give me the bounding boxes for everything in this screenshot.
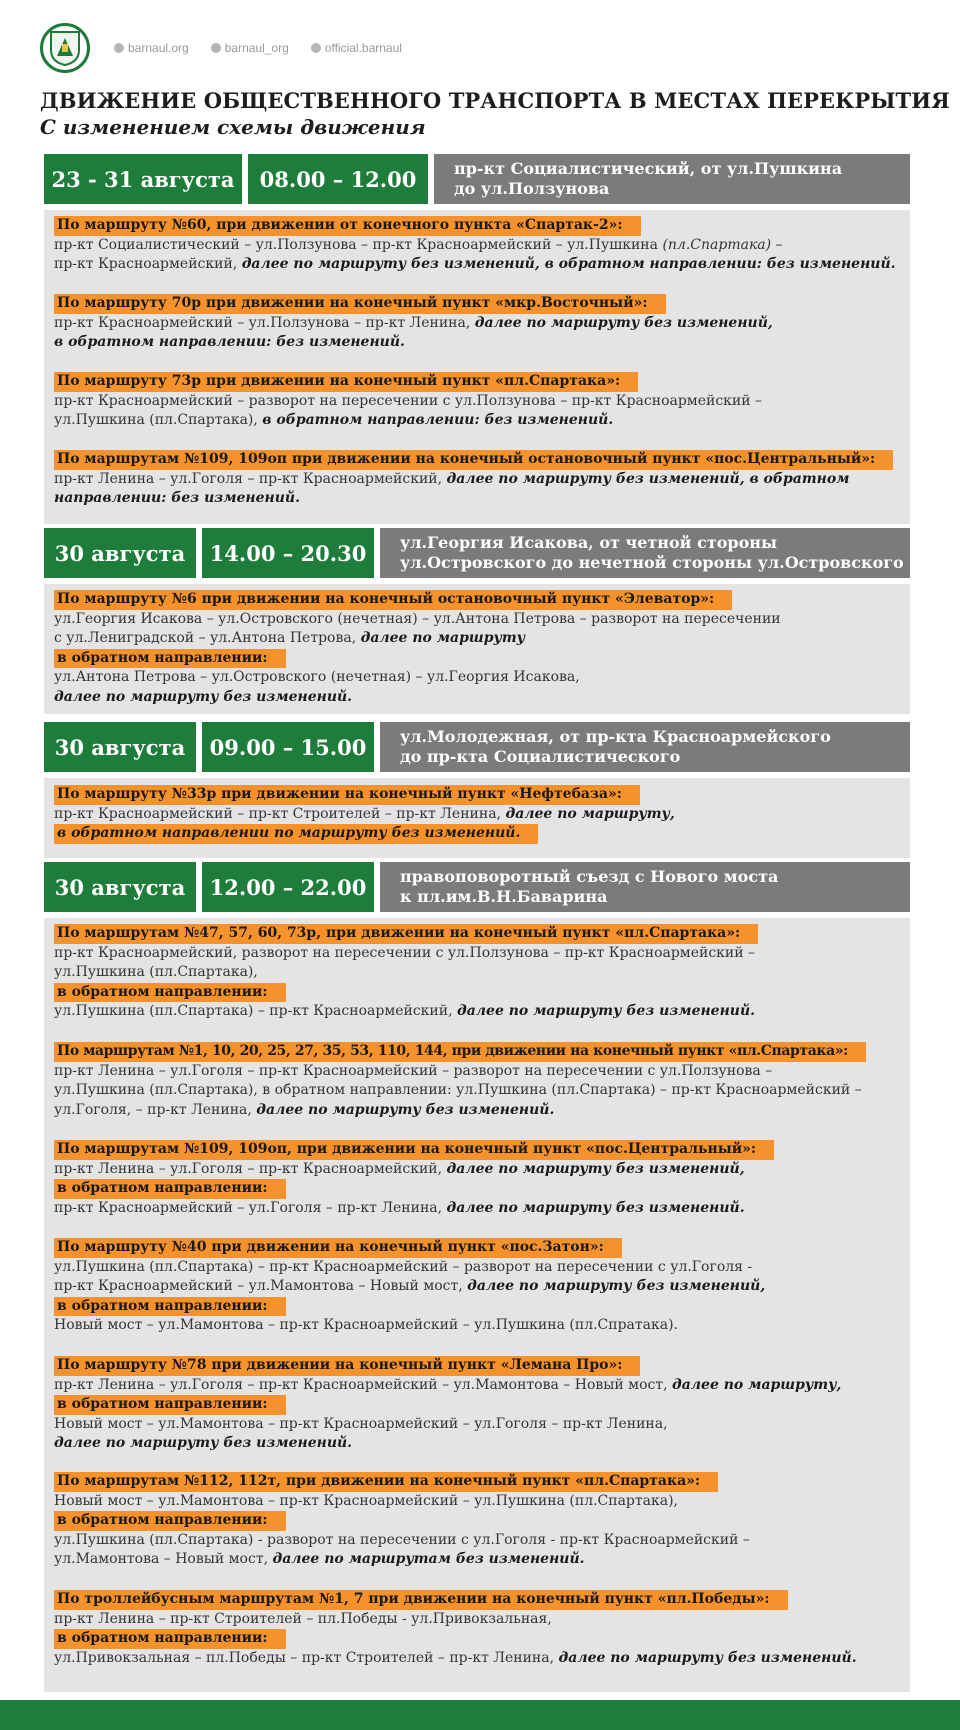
- section-header: [44, 154, 910, 204]
- section-header: [44, 862, 910, 912]
- page-subtitle: С изменением схемы движения: [40, 115, 426, 139]
- route-block: [54, 1238, 904, 1336]
- route-heading: По троллейбусным маршрутам №1, 7 при движении на конечный пункт «пл.Победы»:: [54, 1590, 788, 1610]
- route-note: направлении: без изменений.: [54, 490, 300, 506]
- route-heading: По маршрутам №47, 57, 60, 73р, при движении на конечный пункт «пл.Спартака»:: [54, 924, 758, 944]
- social-links: [114, 41, 402, 55]
- route-note: далее по маршруту без изменений.: [54, 688, 353, 705]
- route-text: пр-кт Красноармейский,: [54, 256, 242, 272]
- route-note: далее по маршруту без изменений.: [456, 1003, 756, 1019]
- direction-label: в обратном направлении:: [54, 1395, 286, 1415]
- route-note: далее по маршруту без изменений.: [54, 1435, 353, 1451]
- route-text: пр-кт Красноармейский – ул.Ползунова – пр-кт Ленина,: [54, 314, 475, 331]
- route-text: пр-кт Красноармейский – пр-кт Строителей – пр-кт Ленина,: [54, 805, 506, 822]
- location-line: правоповоротный съезд с Нового моста: [400, 867, 779, 886]
- route-text: ул.Гоголя, – пр-кт Ленина,: [54, 1101, 257, 1118]
- route-text: пр-кт Красноармейский – ул.Мамонтова – Новый мост,: [54, 1278, 468, 1294]
- route-heading: По маршруту 73р при движении на конечный пункт «пл.Спартака»:: [54, 372, 638, 392]
- route-text: ул.Пушкина (пл.Спартака), в обратном направлении: ул.Пушкина (пл.Спартака) – пр-кт Красноармейский –: [54, 1082, 862, 1098]
- page-title: ДВИЖЕНИЕ ОБЩЕСТВЕННОГО ТРАНСПОРТА В МЕСТАХ ПЕРЕКРЫТИЯ: [40, 88, 950, 113]
- route-heading: По маршрутам №109, 109оп при движении на конечный остановочный пункт «пос.Центральный»:: [54, 450, 893, 470]
- route-text: ул.Привокзальная – пл.Победы – пр-кт Строителей – пр-кт Ленина,: [54, 1649, 559, 1666]
- route-note: далее по маршруту без изменений, в обратном направлении: без изменений.: [241, 256, 896, 272]
- route-note: далее по маршруту: [360, 630, 526, 646]
- social-link-site[interactable]: [114, 41, 189, 55]
- route-note: далее по маршруту,: [672, 1376, 842, 1393]
- route-block: [54, 216, 904, 275]
- route-block: [54, 924, 904, 1022]
- route-heading: По маршруту №40 при движении на конечный пункт «пос.Затон»:: [54, 1238, 622, 1258]
- route-text: пр-кт Ленина – ул.Гоголя – пр-кт Красноармейский – разворот на пересечении с ул.Ползунова –: [54, 1062, 773, 1079]
- route-note: в обратном направлении: без изменений.: [54, 334, 405, 350]
- route-heading: По маршруту №60, при движении от конечного пункта «Спартак-2»:: [54, 216, 641, 236]
- route-note: в обратном направлении: без изменений.: [262, 412, 614, 428]
- route-note: далее по маршрутам без изменений.: [272, 1551, 585, 1567]
- direction-label: в обратном направлении по маршруту без изменений.: [54, 824, 538, 844]
- date-badge: 30 августа: [44, 528, 196, 578]
- direction-label: в обратном направлении:: [54, 1629, 286, 1649]
- time-badge: 14.00 – 20.30: [202, 528, 374, 578]
- location-badge: [434, 154, 910, 204]
- route-note: далее по маршруту без изменений.: [558, 1649, 857, 1666]
- date-badge: 30 августа: [44, 722, 196, 772]
- route-block: [54, 1590, 904, 1668]
- route-block: [54, 450, 904, 509]
- header-bar: [40, 20, 402, 76]
- route-text: ул.Пушкина (пл.Спартака) – пр-кт Красноармейский,: [54, 1003, 457, 1019]
- location-line: ул.Георгия Исакова, от четной стороны: [400, 533, 778, 552]
- route-heading: По маршрутам №112, 112т, при движении на конечный пункт «пл.Спартака»:: [54, 1472, 718, 1492]
- route-heading: По маршруту №6 при движении на конечный остановочный пункт «Элеватор»:: [54, 590, 732, 610]
- city-logo[interactable]: [40, 23, 90, 73]
- direction-label: в обратном направлении:: [54, 1297, 286, 1317]
- date-badge: 23 - 31 августа: [44, 154, 242, 204]
- social-label: barnaul.org: [128, 41, 189, 55]
- route-text: ул.Мамонтова – Новый мост,: [54, 1551, 273, 1567]
- route-block: [54, 294, 904, 353]
- route-block: [54, 590, 904, 707]
- route-text: ул.Пушкина (пл.Спартака) - разворот на пересечении с ул.Гоголя - пр-кт Красноармейский –: [54, 1531, 750, 1548]
- route-note: далее по маршруту без изменений,: [446, 1160, 745, 1177]
- time-badge: 12.00 – 22.00: [202, 862, 374, 912]
- route-text: ул.Пушкина (пл.Спартака),: [54, 964, 258, 980]
- route-note: далее по маршруту без изменений.: [446, 1199, 745, 1216]
- footer-bar: [0, 1700, 960, 1730]
- route-block: [54, 785, 904, 844]
- route-text: ул.Георгия Исакова – ул.Островского (нечетная) – ул.Антона Петрова – разворот на пересечении: [54, 610, 781, 627]
- location-badge: [380, 862, 910, 912]
- route-text: пр-кт Ленина – пр-кт Строителей – пл.Победы - ул.Привокзальная,: [54, 1610, 552, 1627]
- section-header: [44, 528, 910, 578]
- time-badge: 09.00 – 15.00: [202, 722, 374, 772]
- direction-label: в обратном направлении:: [54, 1179, 286, 1199]
- route-heading: По маршруту №78 при движении на конечный пункт «Лемана Про»:: [54, 1356, 640, 1376]
- chat-icon: [311, 43, 321, 53]
- route-note: далее по маршруту без изменений,: [467, 1278, 766, 1294]
- route-block: [54, 1472, 904, 1570]
- route-text: пр-кт Красноармейский – ул.Гоголя – пр-кт Ленина,: [54, 1199, 447, 1216]
- route-text: (пл.Спартака): [662, 236, 772, 253]
- route-note: далее по маршруту без изменений, в обратном: [446, 470, 850, 487]
- location-line: ул.Островского до нечетной стороны ул.Островского: [400, 553, 904, 572]
- route-text: пр-кт Ленина – ул.Гоголя – пр-кт Красноармейский,: [54, 1160, 447, 1177]
- coat-of-arms-icon: [49, 30, 81, 66]
- route-block: [54, 1042, 904, 1120]
- location-badge: [380, 528, 910, 578]
- direction-label: в обратном направлении:: [54, 649, 286, 669]
- route-text: пр-кт Красноармейский, разворот на пересечении с ул.Ползунова – пр-кт Красноармейский –: [54, 944, 756, 961]
- route-block: [54, 372, 904, 431]
- section-header: [44, 722, 910, 772]
- location-line: к пл.им.В.Н.Баварина: [400, 887, 608, 906]
- location-badge: [380, 722, 910, 772]
- route-heading: По маршрутам №109, 109оп, при движении на конечный пункт «пос.Центральный»:: [54, 1140, 774, 1160]
- route-text: ул.Антона Петрова – ул.Островского (нечетная) – ул.Георгия Исакова,: [54, 669, 580, 685]
- route-text: пр-кт Социалистический – ул.Ползунова – пр-кт Красноармейский – ул.Пушкина: [54, 236, 663, 253]
- location-line: до ул.Ползунова: [454, 179, 610, 198]
- route-text: ул.Пушкина (пл.Спартака),: [54, 412, 263, 428]
- route-text: –: [771, 236, 783, 253]
- location-line: до пр-кта Социалистического: [400, 747, 681, 766]
- social-link-telegram[interactable]: [211, 41, 289, 55]
- direction-label: в обратном направлении:: [54, 1511, 286, 1531]
- location-line: пр-кт Социалистический, от ул.Пушкина: [454, 159, 843, 178]
- route-note: далее по маршруту без изменений,: [474, 314, 773, 331]
- location-line: ул.Молодежная, от пр-кта Красноармейского: [400, 727, 831, 746]
- route-text: Новый мост – ул.Мамонтова – пр-кт Красноармейский – ул.Пушкина (пл.Спратака).: [54, 1317, 678, 1333]
- route-note: далее по маршруту,: [505, 805, 675, 822]
- date-badge: 30 августа: [44, 862, 196, 912]
- social-label: barnaul_org: [224, 41, 289, 55]
- direction-label: в обратном направлении:: [54, 983, 286, 1003]
- route-heading: По маршруту №33р при движении на конечный пункт «Нефтебаза»:: [54, 785, 640, 805]
- route-text: пр-кт Ленина – ул.Гоголя – пр-кт Красноармейский – ул.Мамонтова – Новый мост,: [54, 1376, 672, 1393]
- route-text: пр-кт Ленина – ул.Гоголя – пр-кт Красноармейский,: [54, 470, 447, 487]
- route-block: [54, 1140, 904, 1218]
- route-heading: По маршрутам №1, 10, 20, 25, 27, 35, 53, 110, 144, при движении на конечный пункт «пл.Спартака»:: [54, 1042, 866, 1062]
- route-note: далее по маршруту без изменений.: [256, 1101, 555, 1118]
- social-link-vk[interactable]: [311, 41, 402, 55]
- route-text: Новый мост – ул.Мамонтова – пр-кт Красноармейский – ул.Пушкина (пл.Спартака),: [54, 1492, 678, 1509]
- social-label: official.barnaul: [324, 41, 402, 55]
- at-icon: [211, 43, 221, 53]
- route-heading: По маршруту 70р при движении на конечный пункт «мкр.Восточный»:: [54, 294, 666, 314]
- route-text: пр-кт Красноармейский – разворот на пересечении с ул.Ползунова – пр-кт Красноармейский –: [54, 392, 763, 409]
- route-block: [54, 1356, 904, 1454]
- route-text: ул.Пушкина (пл.Спартака) – пр-кт Красноармейский – разворот на пересечении с ул.Гоголя -: [54, 1258, 753, 1275]
- route-text: с ул.Лениградской – ул.Антона Петрова,: [54, 630, 361, 646]
- time-badge: 08.00 – 12.00: [248, 154, 428, 204]
- route-text: Новый мост – ул.Мамонтова – пр-кт Красноармейский – ул.Гоголя – пр-кт Ленина,: [54, 1415, 668, 1432]
- globe-icon: [114, 43, 124, 53]
